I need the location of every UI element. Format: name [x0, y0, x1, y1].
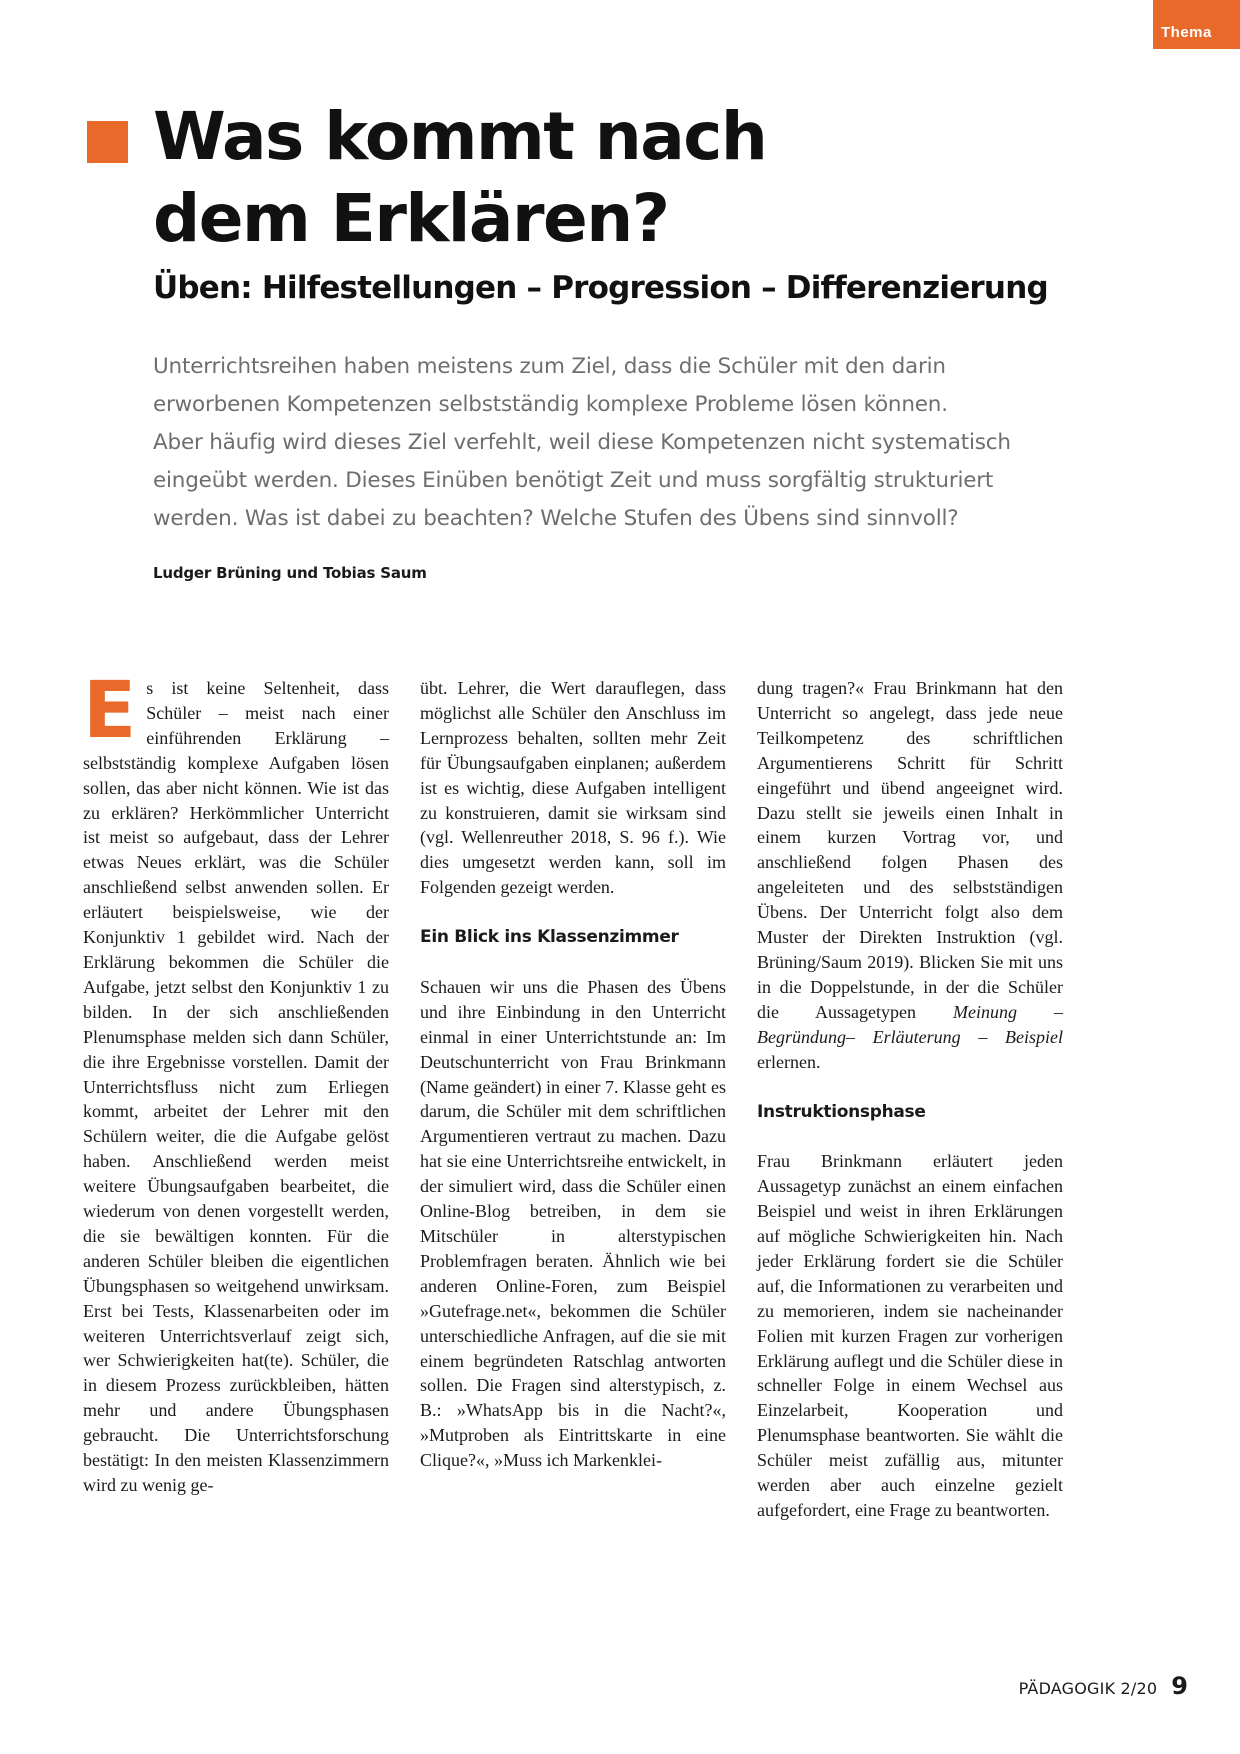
author-byline: Ludger Brüning und Tobias Saum	[153, 564, 427, 582]
article-title	[153, 96, 1053, 260]
section-heading-instruktionsphase: Instruktionsphase	[757, 1101, 926, 1122]
page-number: 9	[1171, 1672, 1188, 1700]
body-paragraph: Schauen wir uns die Phasen des Übens und ihre Einbindung in den Unterricht einmal in einer Unterrichtstunde an: Im Deutschunterricht von Frau Brinkmann (Name geändert) in einer 7. Klasse geht es darum, die Schüler mit dem schriftlichen Argumentieren vertraut zu machen. Dazu hat sie eine Unterrichtsreihe entwickelt, in der simuliert wird, dass die Schüler einen Online-Blog betreiben, in dem sie Mitschüler in alterstypischen Problemfragen beraten. Ähnlich wie bei anderen Online-Foren, zum Beispiel »Gutefrage.net«, bekommen die Schüler unterschiedliche Anfragen, auf die sie mit einem begründeten Ratschlag antworten sollen. Die Fragen sind alterstypisch, z. B.: »WhatsApp bis in die Nacht?«, »Mutproben als Eintrittskarte in eine Clique?«, »Muss ich Markenklei-	[420, 976, 726, 1471]
body-column-2	[420, 676, 726, 1473]
title-line-2: dem Erklären?	[153, 180, 669, 257]
body-paragraph	[757, 676, 1063, 1075]
page-footer	[1019, 1672, 1188, 1700]
lead-line: Aber häufig wird dieses Ziel verfehlt, weil diese Kompetenzen nicht systematisch	[153, 430, 1011, 455]
title-accent-square	[87, 121, 128, 163]
body-paragraph: übt. Lehrer, die Wert darauflegen, dass möglichst alle Schüler den Anschluss im Lernprozess behalten, sollten mehr Zeit für Übungsaufgaben einplanen; außerdem ist es wichtig, diese Aufgaben intelligent zu konstruieren, damit sie wirksam sind (vgl. Wellenreuther 2018, S. 96 f.). Wie dies umgesetzt werden kann, soll im Folgenden gezeigt werden.	[420, 678, 726, 898]
italic-statement-types: Meinung – Begründung– Erläuterung – Beispiel	[757, 1001, 1063, 1047]
body-text: erlernen.	[757, 1051, 821, 1072]
title-line-1: Was kommt nach	[153, 98, 767, 175]
body-text: s ist keine Seltenheit, dass Schüler – meist nach einer einführenden Erklärung – selbstständig komplexe Aufgaben lösen sollen, das aber nicht können. Wie ist das zu erklären? Herkömmlicher Unterricht ist meist so aufgebaut, dass der Lehrer etwas Neues erklärt, was die Schüler anschließend selbst anwenden sollen. Er erläutert beispielsweise, wie der Konjunktiv 1 gebildet wird. Nach der Erklärung bekommen die Schüler die Aufgabe, jetzt selbst den Konjunktiv 1 zu bilden. In der sich anschließenden Plenumsphase melden sich dann Schüler, die ihre Ergebnisse vorstellen. Damit der Unterrichtsfluss nicht zum Erliegen kommt, arbeitet der Lehrer mit den Schülern weiter, die die Aufgabe gelöst haben. Anschließend werden meist weitere Übungsaufgaben bearbeitet, die wiederum von denen vorgestellt werden, die sie bewältigen konnten. Für die anderen Schüler bleiben die eigentlichen Übungsphasen so weitgehend unwirksam. Erst bei Tests, Klassenarbeiten oder im weiteren Unterrichtsverlauf zeigt sich, wer Schwierigkeiten hat(te). Schüler, die in diesem Prozess zurückbleiben, hätten mehr und andere Übungsphasen gebraucht. Die Unterrichtsforschung bestätigt: In den meisten Klassenzimmern wird zu wenig ge-	[83, 678, 389, 1495]
body-text: dung tragen?« Frau Brinkmann hat den Unterricht so angelegt, dass jede neue Teilkompetenz des schriftlichen Argumentierens Schritt für Schritt eingeführt und übend angeeignet wird. Dazu stellt sie jeweils einen Inhalt in einem kurzen Vortrag vor, und anschließend folgen Phasen des angeleiteten und des selbstständigen Übens. Der Unterricht folgt also dem Muster der Direkten Instruktion (vgl. Brüning/Saum 2019). Blicken Sie mit uns in die Doppelstunde, in der die Schüler die Aussagetypen	[757, 678, 1063, 1022]
body-paragraph: Frau Brinkmann erläutert jeden Aussagetyp zunächst an einem einfachen Beispiel und weist in ihren Erklärungen auf mögliche Schwierigkeiten hin. Nach jeder Erklärung fordert sie die Schüler auf, die Informationen zu verarbeiten und zu memorieren, indem sie nacheinander Folien mit kurzen Fragen zur vorherigen Erklärung auflegt und die Schüler diese in schneller Folge in einem Wechsel aus Einzelarbeit, Kooperation und Plenumsphase beantworten. Sie wählt die Schüler meist zufällig aus, mitunter werden aber auch einzelne gezielt aufgefordert, eine Frage zu beantworten.	[757, 1151, 1063, 1520]
lead-line: Unterrichtsreihen haben meistens zum Ziel, dass die Schüler mit den darin	[153, 354, 946, 379]
body-paragraph	[83, 666, 389, 1498]
section-tab-thema	[1153, 0, 1240, 49]
body-column-1	[83, 666, 389, 1498]
lead-line: werden. Was ist dabei zu beachten? Welche Stufen des Übens sind sinnvoll?	[153, 506, 959, 531]
lead-line: eingeübt werden. Dieses Einüben benötigt Zeit und muss sorgfältig strukturiert	[153, 468, 994, 493]
lead-paragraph	[153, 348, 1033, 538]
article-subtitle: Üben: Hilfestellungen – Progression – Differenzierung	[153, 270, 1048, 306]
section-heading-klassenzimmer: Ein Blick ins Klassenzimmer	[420, 927, 679, 948]
drop-cap: E	[83, 666, 137, 756]
section-tab-label: Thema	[1161, 24, 1212, 41]
magazine-issue: PÄDAGOGIK 2/20	[1018, 1679, 1158, 1698]
body-column-3	[757, 676, 1063, 1523]
lead-line: erworbenen Kompetenzen selbstständig komplexe Probleme lösen können.	[153, 392, 948, 417]
